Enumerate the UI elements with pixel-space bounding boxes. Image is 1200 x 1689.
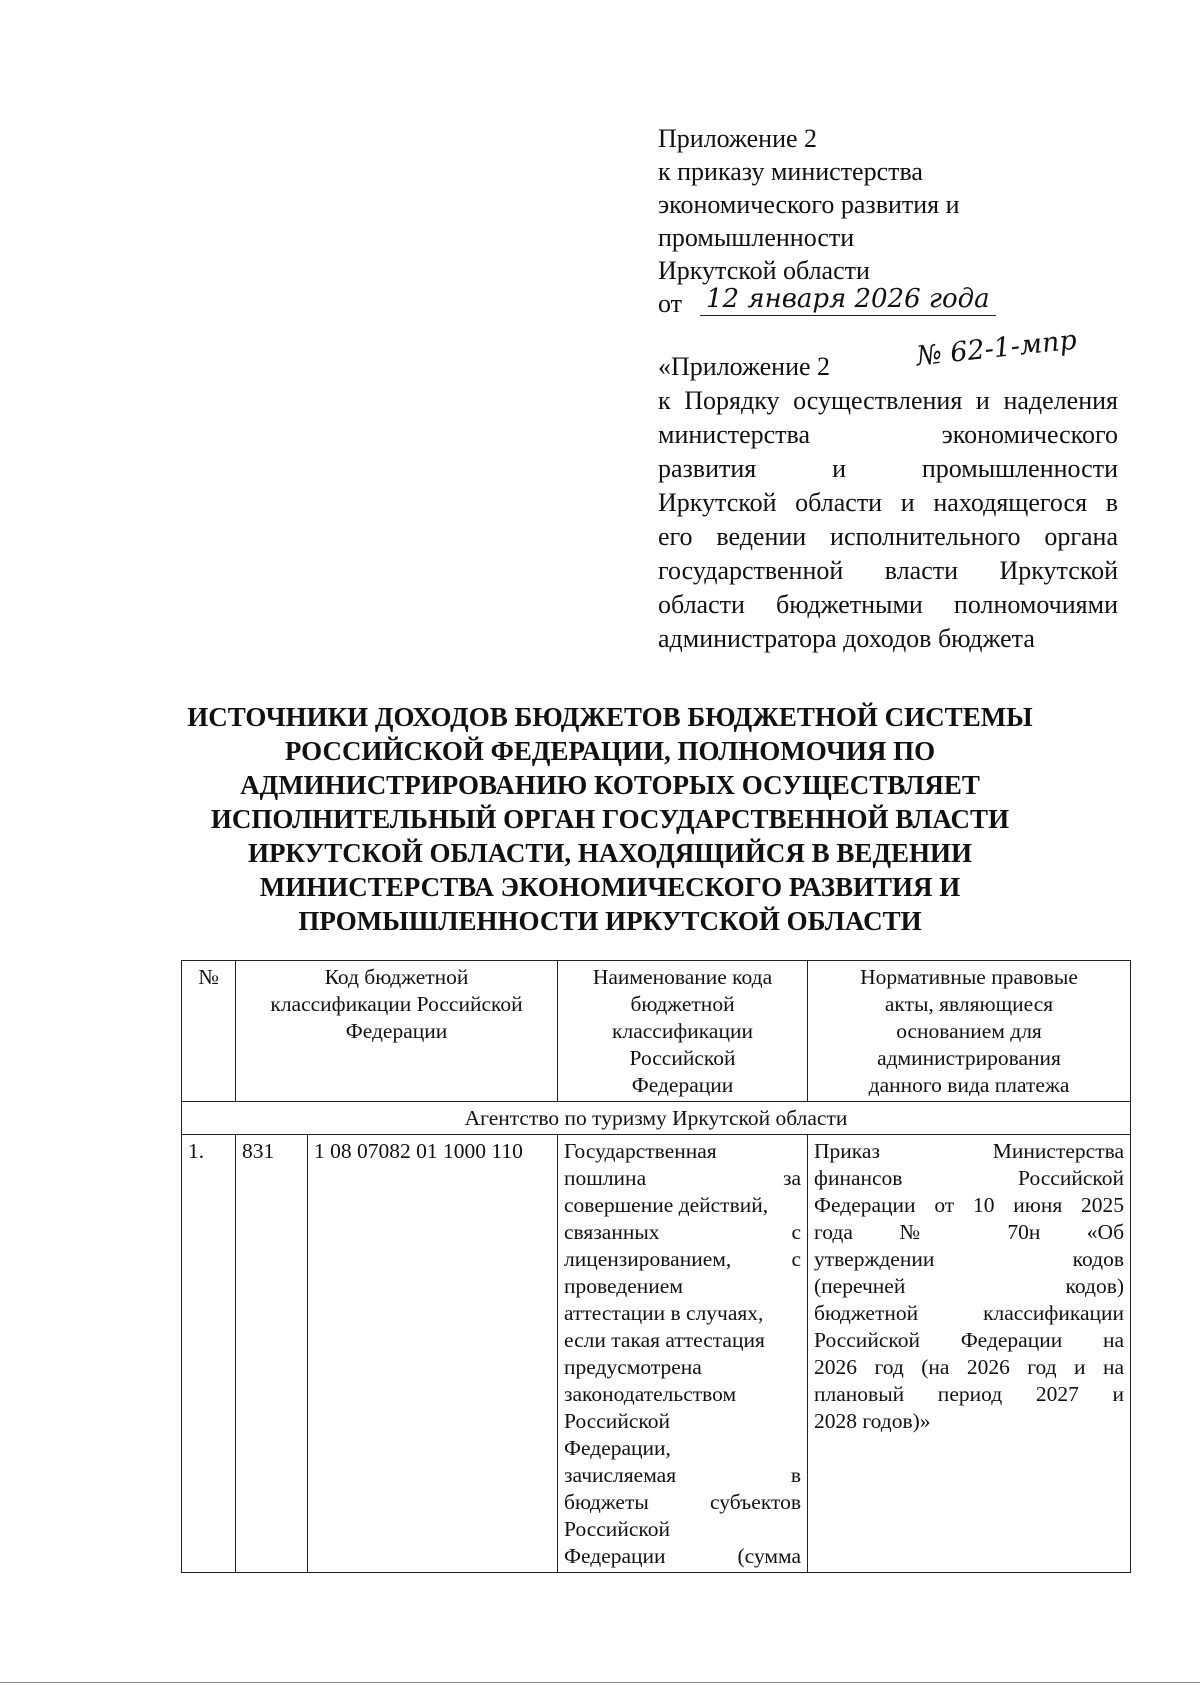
- header-name: Наименование кода бюджетной классификации Российской Федерации: [558, 961, 808, 1102]
- appendix-ref-line: к Порядку осуществления и наделения: [658, 386, 1118, 415]
- header-code: Код бюджетной классификации Российской Федерации: [236, 961, 558, 1102]
- approval-header: [658, 122, 1128, 373]
- agency-row: [182, 1102, 1131, 1135]
- title-line: ПРОМЫШЛЕННОСТИ ИРКУТСКОЙ ОБЛАСТИ: [298, 906, 922, 936]
- handwritten-number: № 62-1-мпр: [914, 324, 1079, 373]
- page-bottom-rule: [0, 1682, 1200, 1683]
- legal-acts: Приказ Министерства финансов Российской Федерации от 10 июня 2025 года № 70н «Об утверждении кодов (перечней кодов) бюджетной классификации Российской Федерации на 2026 год (на 2026 год и на плановый период 2027 и 2028 годов)»: [808, 1135, 1131, 1573]
- title-line: ИРКУТСКОЙ ОБЛАСТИ, НАХОДЯЩИЙСЯ В ВЕДЕНИИ: [247, 838, 973, 868]
- document-title: [160, 700, 1060, 938]
- header-line: к приказу министерства: [658, 157, 923, 186]
- agency-name: Агентство по туризму Иркутской области: [182, 1102, 1131, 1135]
- header-line: экономического развития и: [658, 190, 960, 219]
- appendix-ref-line: области бюджетными полномочиями: [658, 590, 1118, 619]
- header-num: №: [182, 961, 236, 1102]
- title-line: МИНИСТЕРСТВА ЭКОНОМИЧЕСКОГО РАЗВИТИЯ И: [259, 872, 961, 902]
- appendix-ref-line: государственной власти Иркутской: [658, 556, 1118, 585]
- income-sources-table: [181, 960, 1131, 1573]
- title-line: АДМИНИСТРИРОВАНИЮ КОТОРЫХ ОСУЩЕСТВЛЯЕТ: [240, 770, 980, 800]
- title-line: ИСТОЧНИКИ ДОХОДОВ БЮДЖЕТОВ БЮДЖЕТНОЙ СИСТЕМЫ: [187, 702, 1033, 732]
- table-row: [182, 1135, 1131, 1573]
- appendix-ref-line: министерства экономического: [658, 420, 1118, 449]
- table-header-row: [182, 961, 1131, 1102]
- title-line: ИСПОЛНИТЕЛЬНЫЙ ОРГАН ГОСУДАРСТВЕННОЙ ВЛАСТИ: [210, 804, 1010, 834]
- appendix-ref-line: развития и промышленности: [658, 454, 1118, 483]
- row-num: 1.: [182, 1135, 236, 1573]
- appendix-ref-title: «Приложение 2: [658, 352, 831, 381]
- income-name: Государственная пошлина за совершение действий, связанных с лицензированием, с проведением аттестации в случаях, если такая аттестация предусмотрена законодательством Российской Федерации, зачисляемая в бюджеты субъектов Российской Федерации (сумма: [558, 1135, 808, 1573]
- appendix-ref-line: администратора доходов бюджета: [658, 624, 1035, 653]
- appendix-reference: [658, 350, 1118, 656]
- appendix-ref-line: Иркутской области и находящегося в: [658, 488, 1118, 517]
- date-prefix: от: [658, 289, 683, 318]
- header-acts: Нормативные правовые акты, являющиеся основанием для администрирования данного вида платежа: [808, 961, 1131, 1102]
- income-code: 1 08 07082 01 1000 110: [308, 1135, 558, 1573]
- handwritten-date: 12 января 2026 года: [700, 283, 996, 316]
- appendix-label: Приложение 2: [658, 124, 818, 153]
- header-line: Иркутской области: [658, 256, 870, 285]
- title-line: РОССИЙСКОЙ ФЕДЕРАЦИИ, ПОЛНОМОЧИЯ ПО: [284, 736, 936, 766]
- admin-code: 831: [236, 1135, 308, 1573]
- header-line: промышленности: [658, 223, 855, 252]
- appendix-ref-line: его ведении исполнительного органа: [658, 522, 1118, 551]
